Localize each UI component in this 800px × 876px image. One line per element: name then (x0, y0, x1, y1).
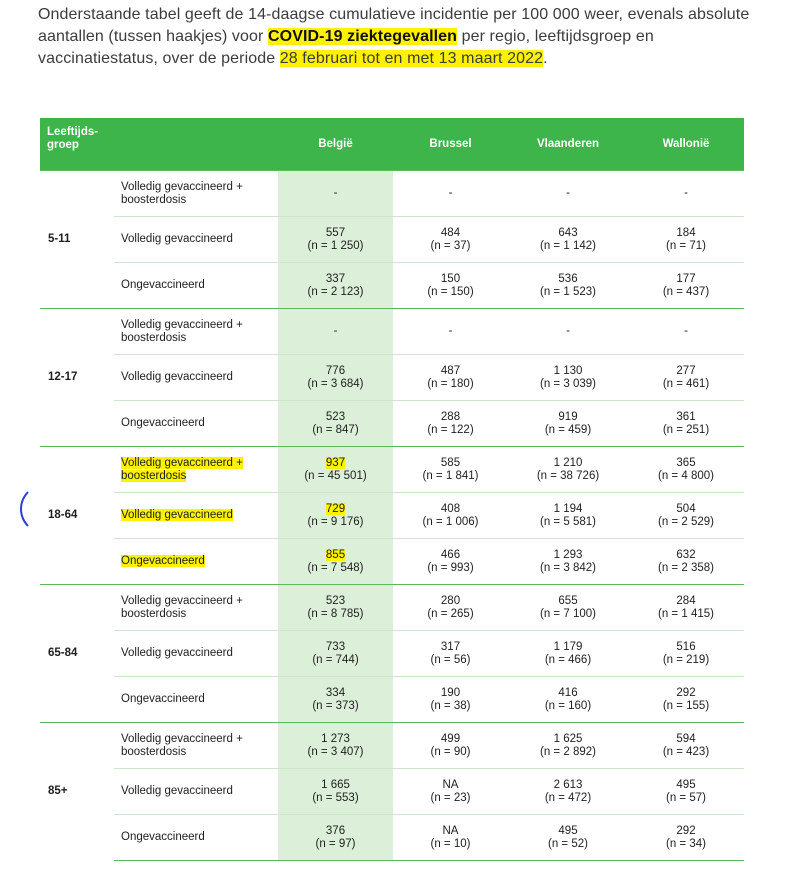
table-row (40, 677, 744, 723)
case-count: (n = 97) (315, 837, 356, 850)
incidence-value: - (448, 325, 453, 337)
value-cell-bru (393, 769, 508, 815)
vaccination-status-cell (114, 263, 278, 309)
table-row (40, 723, 744, 769)
incidence-value: 1 210 (553, 456, 583, 469)
value-cell-wal (628, 171, 744, 217)
case-count: (n = 38 726) (536, 469, 600, 482)
incidence-value: 937 (325, 456, 346, 469)
vaccination-status-cell (114, 493, 278, 539)
vaccination-status-cell (114, 447, 278, 493)
value-cell-wal (628, 723, 744, 769)
header-brussel: Brussel (393, 118, 508, 171)
value-cell-wal (628, 309, 744, 355)
vaccination-status-label: Ongevaccineerd (121, 279, 205, 291)
table-body (40, 171, 744, 861)
incidence-value: 504 (676, 502, 696, 515)
incidence-value: 855 (325, 548, 346, 561)
value-cell-wal (628, 263, 744, 309)
incidence-value: 284 (676, 594, 696, 607)
value-cell-bru (393, 723, 508, 769)
case-count: (n = 3 842) (540, 561, 596, 574)
value-cell-vla (508, 677, 628, 723)
incidence-value: 1 273 (321, 732, 350, 745)
case-count: (n = 459) (544, 423, 592, 436)
incidence-value: 919 (558, 410, 578, 423)
value-cell-vla (508, 585, 628, 631)
header-vlaanderen: Vlaanderen (508, 118, 628, 171)
age-group-cell: 12-17 (40, 309, 114, 447)
case-count: (n = 38) (430, 699, 471, 712)
value-cell-be (278, 355, 393, 401)
case-count: (n = 219) (662, 653, 710, 666)
table-row (40, 493, 744, 539)
case-count: (n = 150) (427, 285, 474, 298)
table-row (40, 401, 744, 447)
incidence-value: 495 (558, 824, 578, 837)
vaccination-status-label: Volledig gevaccineerd + boosterdosis (121, 180, 243, 206)
incidence-value: 150 (440, 272, 461, 285)
vaccination-status-label: Volledig gevaccineerd + boosterdosis (121, 732, 243, 758)
case-count: (n = 160) (544, 699, 592, 712)
value-cell-bru (393, 401, 508, 447)
header-wallonie: Wallonië (628, 118, 744, 171)
case-count: (n = 847) (312, 423, 359, 436)
table-row (40, 539, 744, 585)
incidence-value: 292 (676, 686, 696, 699)
vaccination-status-cell (114, 723, 278, 769)
value-cell-bru (393, 539, 508, 585)
vaccination-status-label: Ongevaccineerd (121, 417, 205, 429)
incidence-value: 776 (325, 364, 346, 377)
value-cell-wal (628, 493, 744, 539)
value-cell-be (278, 171, 393, 217)
incidence-value: 643 (558, 226, 578, 239)
table-row (40, 631, 744, 677)
incidence-value: 585 (440, 456, 461, 469)
incidence-value: 1 625 (553, 732, 583, 745)
value-cell-wal (628, 677, 744, 723)
case-count: (n = 1 250) (307, 239, 364, 252)
incidence-value: - (448, 187, 453, 199)
case-count: (n = 180) (427, 377, 474, 390)
incidence-value: 2 613 (553, 778, 583, 791)
vaccination-status-label: Volledig gevaccineerd (121, 647, 233, 659)
vaccination-status-cell (114, 401, 278, 447)
value-cell-vla (508, 401, 628, 447)
vaccination-status-cell (114, 815, 278, 861)
vaccination-status-label: Volledig gevaccineerd + boosterdosis (121, 318, 243, 344)
incidence-table (40, 118, 744, 861)
incidence-value: 1 293 (553, 548, 583, 561)
header-belgie: België (278, 118, 393, 171)
vaccination-status-label: Volledig gevaccineerd (121, 509, 233, 521)
incidence-value: - (333, 187, 338, 199)
case-count: (n = 993) (427, 561, 474, 574)
incidence-value: 184 (676, 226, 696, 239)
case-count: (n = 1 142) (540, 239, 596, 252)
case-count: (n = 57) (666, 791, 706, 804)
value-cell-wal (628, 355, 744, 401)
case-count: (n = 744) (312, 653, 359, 666)
incidence-value: - (684, 187, 688, 199)
vaccination-status-label: Volledig gevaccineerd (121, 785, 233, 797)
case-count: (n = 34) (666, 837, 706, 850)
incidence-value: 557 (325, 226, 346, 239)
incidence-value: 594 (676, 732, 696, 745)
case-count: (n = 37) (430, 239, 471, 252)
incidence-value: 337 (325, 272, 346, 285)
value-cell-be (278, 677, 393, 723)
value-cell-bru (393, 447, 508, 493)
incidence-value: 1 194 (553, 502, 583, 515)
incidence-value: NA (442, 824, 459, 837)
value-cell-wal (628, 401, 744, 447)
value-cell-be (278, 447, 393, 493)
incidence-value: 317 (440, 640, 461, 653)
case-count: (n = 3 039) (540, 377, 596, 390)
value-cell-bru (393, 493, 508, 539)
case-count: (n = 1 841) (422, 469, 479, 482)
case-count: (n = 155) (662, 699, 710, 712)
incidence-value: 376 (325, 824, 346, 837)
incidence-value: 1 665 (321, 778, 350, 791)
incidence-value: 177 (676, 272, 696, 285)
value-cell-vla (508, 539, 628, 585)
incidence-value: 484 (440, 226, 461, 239)
incidence-value: - (684, 325, 688, 337)
incidence-value: 334 (325, 686, 346, 699)
value-cell-be (278, 309, 393, 355)
vaccination-status-label: Volledig gevaccineerd (121, 371, 233, 383)
incidence-value: - (333, 325, 338, 337)
incidence-value: 292 (676, 824, 696, 837)
case-count: (n = 7 100) (540, 607, 596, 620)
value-cell-wal (628, 539, 744, 585)
intro-highlight-topic: COVID-19 ziektegevallen (268, 28, 458, 45)
value-cell-bru (393, 677, 508, 723)
table-row (40, 815, 744, 861)
value-cell-be (278, 723, 393, 769)
case-count: (n = 122) (427, 423, 474, 436)
value-cell-vla (508, 171, 628, 217)
case-count: (n = 3 407) (307, 745, 364, 758)
case-count: (n = 5 581) (540, 515, 596, 528)
case-count: (n = 10) (430, 837, 471, 850)
case-count: (n = 2 892) (540, 745, 596, 758)
value-cell-vla (508, 493, 628, 539)
case-count: (n = 265) (427, 607, 474, 620)
incidence-value: 408 (440, 502, 461, 515)
vaccination-status-label: Volledig gevaccineerd + boosterdosis (121, 456, 243, 482)
vaccination-status-cell (114, 539, 278, 585)
value-cell-wal (628, 447, 744, 493)
incidence-value: 1 179 (553, 640, 583, 653)
case-count: (n = 461) (662, 377, 710, 390)
value-cell-be (278, 493, 393, 539)
case-count: (n = 553) (312, 791, 359, 804)
value-cell-vla (508, 815, 628, 861)
value-cell-be (278, 769, 393, 815)
header-age-group: Leeftijds- groep (40, 118, 114, 171)
case-count: (n = 1 523) (540, 285, 596, 298)
value-cell-bru (393, 263, 508, 309)
table-header-row (40, 118, 744, 171)
case-count: (n = 423) (662, 745, 710, 758)
value-cell-vla (508, 723, 628, 769)
age-group-cell: 5-11 (40, 171, 114, 309)
case-count: (n = 2 529) (658, 515, 714, 528)
value-cell-be (278, 217, 393, 263)
intro-paragraph (38, 4, 758, 70)
table-row (40, 263, 744, 309)
table-row (40, 171, 744, 217)
value-cell-vla (508, 263, 628, 309)
incidence-value: - (566, 325, 570, 337)
case-count: (n = 472) (544, 791, 592, 804)
incidence-value: 288 (440, 410, 461, 423)
value-cell-wal (628, 217, 744, 263)
case-count: (n = 2 123) (307, 285, 364, 298)
table-row (40, 585, 744, 631)
value-cell-bru (393, 815, 508, 861)
incidence-value: 190 (440, 686, 461, 699)
case-count: (n = 8 785) (307, 607, 364, 620)
value-cell-vla (508, 631, 628, 677)
case-count: (n = 1 006) (422, 515, 479, 528)
case-count: (n = 251) (662, 423, 710, 436)
case-count: (n = 71) (666, 239, 706, 252)
incidence-value: 1 130 (553, 364, 583, 377)
incidence-value: 466 (440, 548, 461, 561)
value-cell-be (278, 401, 393, 447)
value-cell-vla (508, 447, 628, 493)
case-count: (n = 373) (312, 699, 359, 712)
value-cell-wal (628, 585, 744, 631)
table-row (40, 217, 744, 263)
case-count: (n = 52) (548, 837, 588, 850)
vaccination-status-cell (114, 585, 278, 631)
age-group-cell: 85+ (40, 723, 114, 861)
table-row (40, 769, 744, 815)
incidence-value: 487 (440, 364, 461, 377)
incidence-value: 365 (676, 456, 696, 469)
incidence-value: 733 (325, 640, 346, 653)
incidence-value: 516 (676, 640, 696, 653)
incidence-value: 416 (558, 686, 578, 699)
incidence-value: 523 (325, 410, 346, 423)
case-count: (n = 23) (430, 791, 471, 804)
vaccination-status-cell (114, 171, 278, 217)
table-row (40, 355, 744, 401)
vaccination-status-cell (114, 309, 278, 355)
value-cell-vla (508, 217, 628, 263)
vaccination-status-label: Volledig gevaccineerd + boosterdosis (121, 594, 243, 620)
value-cell-be (278, 631, 393, 677)
incidence-value: - (566, 187, 570, 199)
case-count: (n = 1 415) (658, 607, 714, 620)
incidence-value: NA (442, 778, 459, 791)
value-cell-bru (393, 309, 508, 355)
value-cell-wal (628, 815, 744, 861)
intro-text-2: per regio, leeftijdsgroep en vaccinatiestatus, over de periode (38, 28, 654, 67)
value-cell-be (278, 585, 393, 631)
incidence-value: 495 (676, 778, 696, 791)
age-group-cell: 18-64 (40, 447, 114, 585)
incidence-value: 632 (676, 548, 696, 561)
incidence-value: 729 (325, 502, 346, 515)
case-count: (n = 2 358) (658, 561, 714, 574)
value-cell-be (278, 539, 393, 585)
header-status (114, 118, 278, 171)
table-row (40, 309, 744, 355)
incidence-value: 361 (676, 410, 696, 423)
value-cell-be (278, 815, 393, 861)
value-cell-bru (393, 631, 508, 677)
incidence-value: 655 (558, 594, 578, 607)
value-cell-vla (508, 309, 628, 355)
value-cell-vla (508, 769, 628, 815)
value-cell-bru (393, 217, 508, 263)
case-count: (n = 9 176) (307, 515, 364, 528)
age-group-cell: 65-84 (40, 585, 114, 723)
case-count: (n = 90) (430, 745, 471, 758)
case-count: (n = 437) (662, 285, 710, 298)
incidence-value: 277 (676, 364, 696, 377)
vaccination-status-label: Volledig gevaccineerd (121, 233, 233, 245)
value-cell-vla (508, 355, 628, 401)
incidence-value: 523 (325, 594, 346, 607)
value-cell-be (278, 263, 393, 309)
vaccination-status-cell (114, 769, 278, 815)
value-cell-wal (628, 631, 744, 677)
vaccination-status-cell (114, 631, 278, 677)
incidence-value: 280 (440, 594, 461, 607)
vaccination-status-cell (114, 217, 278, 263)
intro-text-3: . (543, 50, 548, 67)
vaccination-status-label: Ongevaccineerd (121, 555, 205, 567)
intro-highlight-period: 28 februari tot en met 13 maart 2022 (279, 50, 544, 67)
value-cell-bru (393, 355, 508, 401)
intro-text-1: Onderstaande tabel geeft de 14-daagse cumulatieve incidentie per 100 000 weer, evenals absolute aantallen (tussen haakjes) voor (38, 6, 750, 45)
case-count: (n = 45 501) (304, 469, 367, 482)
vaccination-status-label: Ongevaccineerd (121, 693, 205, 705)
case-count: (n = 4 800) (658, 469, 714, 482)
case-count: (n = 466) (544, 653, 592, 666)
vaccination-status-label: Ongevaccineerd (121, 831, 205, 843)
case-count: (n = 3 684) (307, 377, 364, 390)
vaccination-status-cell (114, 677, 278, 723)
case-count: (n = 7 548) (307, 561, 364, 574)
value-cell-bru (393, 171, 508, 217)
incidence-value: 499 (440, 732, 461, 745)
incidence-value: 536 (558, 272, 578, 285)
value-cell-bru (393, 585, 508, 631)
table-row (40, 447, 744, 493)
case-count: (n = 56) (430, 653, 471, 666)
value-cell-wal (628, 769, 744, 815)
vaccination-status-cell (114, 355, 278, 401)
